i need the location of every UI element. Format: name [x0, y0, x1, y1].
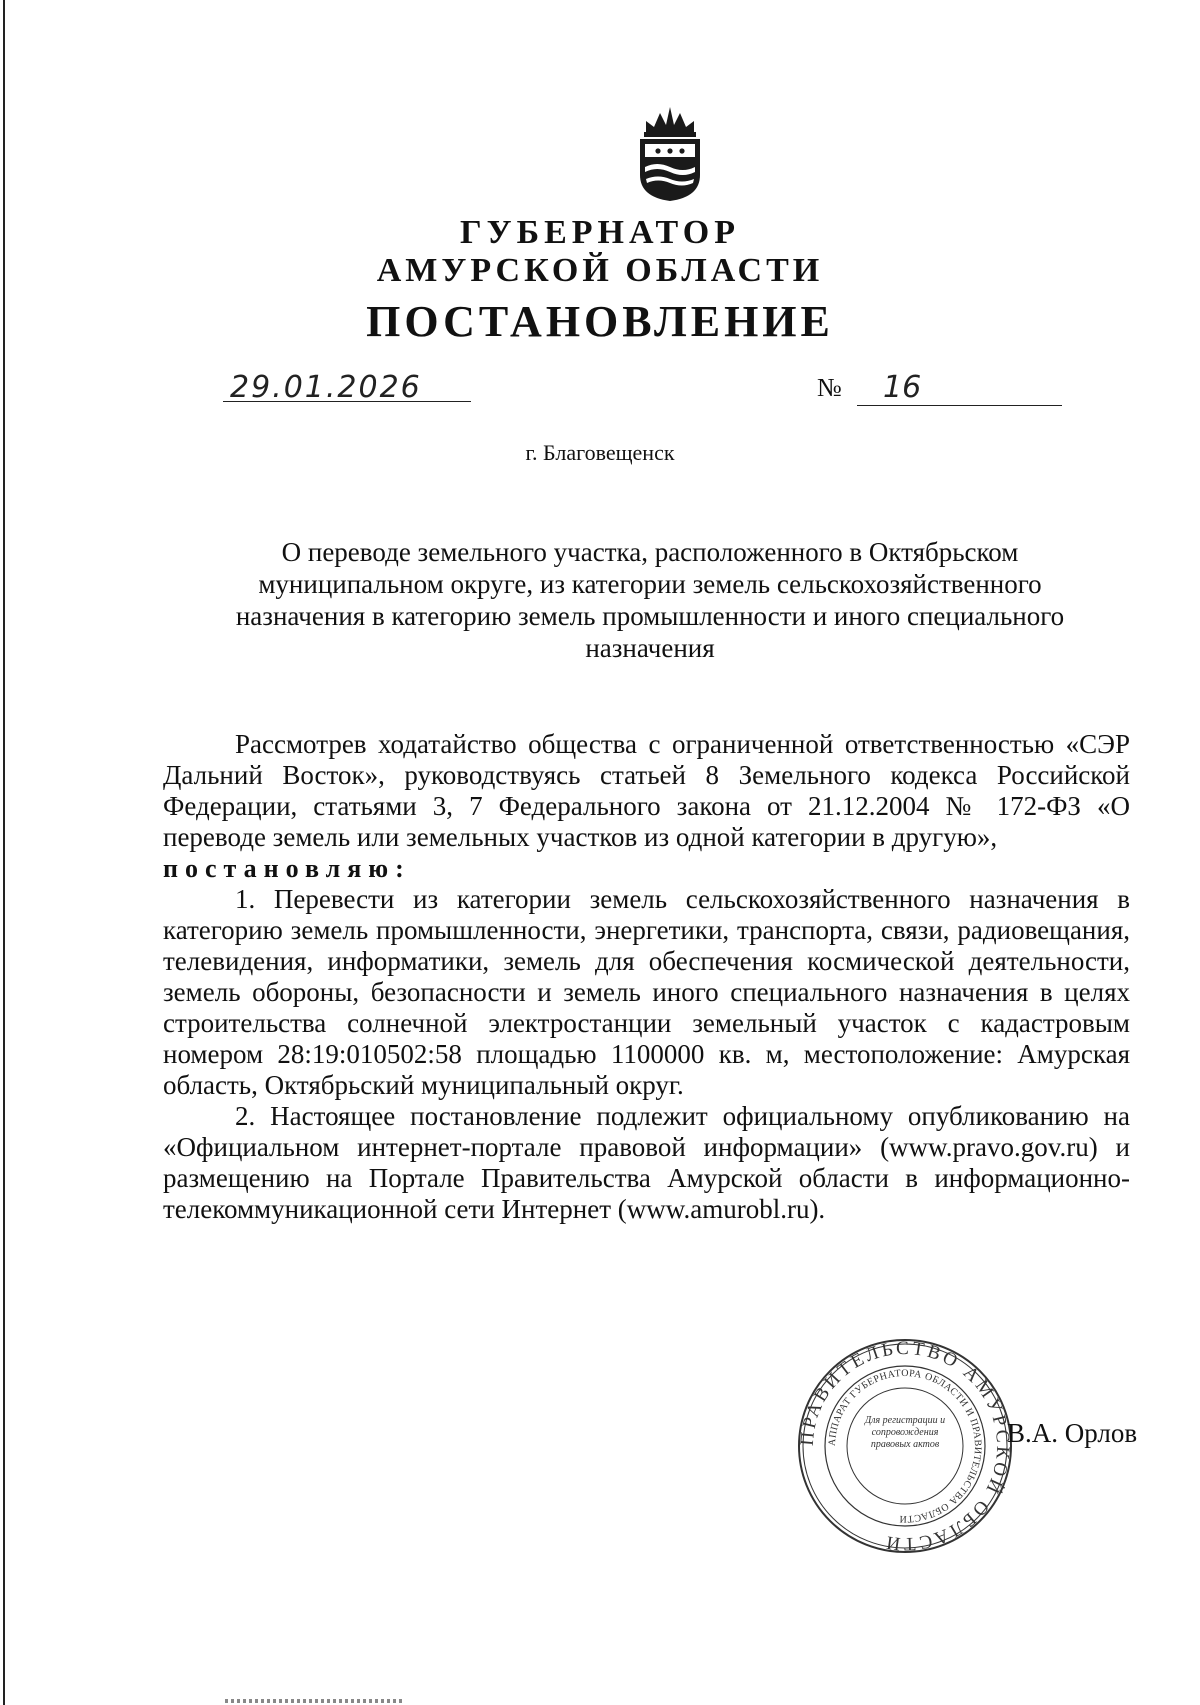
- subject-line: муниципальном округе, из категории земель сельскохозяйственного: [258, 569, 1042, 599]
- number-sign: №: [817, 373, 842, 402]
- signatory-name: В.А. Орлов: [1007, 1418, 1138, 1448]
- scan-artifact: [225, 1699, 405, 1703]
- document-body: [163, 729, 1130, 1225]
- document-type-title: ПОСТАНОВЛЕНИЕ: [366, 297, 834, 346]
- item-1-paragraph: 1. Перевести из категории земель сельскохозяйственного назначения в категорию земель промышленности, энергетики, транспорта, связи, радиовещания, телевидения, информатики, земель для обеспечения космической деятельности, земель обороны, безопасности и земель иного специального назначения в целях строительства солнечной электростанции земельный участок с кадастровым номером 28:19:010502:58 площадью 1100000 кв. м, местоположение: Амурская область, Октябрьский муниципальный округ.: [163, 884, 1130, 1100]
- stamp-outer-text: ПРАВИТЕЛЬСТВО АМУРСКОЙ ОБЛАСТИ: [796, 1337, 1014, 1555]
- handwritten-number: 16: [883, 370, 922, 405]
- item-2-paragraph: 2. Настоящее постановление подлежит официальному опубликованию на «Официальном интернет-портале правовой информации» (www.pravo.gov.ru) и размещению на Портале Правительства Амурской области в информационно-телекоммуникационной сети Интернет (www.amurobl.ru).: [163, 1101, 1130, 1224]
- handwritten-date: 29.01.2026: [230, 370, 422, 405]
- city-name: г. Благовещенск: [525, 440, 675, 465]
- official-seal-stamp: [796, 1337, 1014, 1555]
- number-underline: [857, 405, 1062, 406]
- subject-line: назначения: [585, 633, 715, 663]
- date-underline: [223, 401, 471, 402]
- stamp-center-text: Для регистрации и сопровождения правовых актов: [864, 1415, 946, 1450]
- decree-word: постановляю:: [163, 854, 411, 883]
- coat-of-arms-emblem: [632, 103, 708, 203]
- header-title-governor: ГУБЕРНАТОР: [460, 214, 740, 251]
- subject-line: назначения в категорию земель промышленности и иного специального: [235, 601, 1065, 631]
- stamp-inner-text: АППАРАТ ГУБЕРНАТОРА ОБЛАСТИ И ПРАВИТЕЛЬСТВА ОБЛАСТИ: [826, 1367, 984, 1525]
- subject-line: О переводе земельного участка, расположенного в Октябрьском: [281, 537, 1019, 567]
- preamble-paragraph: Рассмотрев ходатайство общества с ограниченной ответственностью «СЭР Дальний Восток», руководствуясь статьей 8 Земельного кодекса Российской Федерации, статьями 3, 7 Федерального закона от 21.12.2004 № 172-ФЗ «О переводе земель или земельных участков из одной категории в другую»,: [163, 729, 1130, 852]
- document-subject: [200, 536, 1100, 664]
- header-title-region: АМУРСКОЙ ОБЛАСТИ: [376, 252, 824, 289]
